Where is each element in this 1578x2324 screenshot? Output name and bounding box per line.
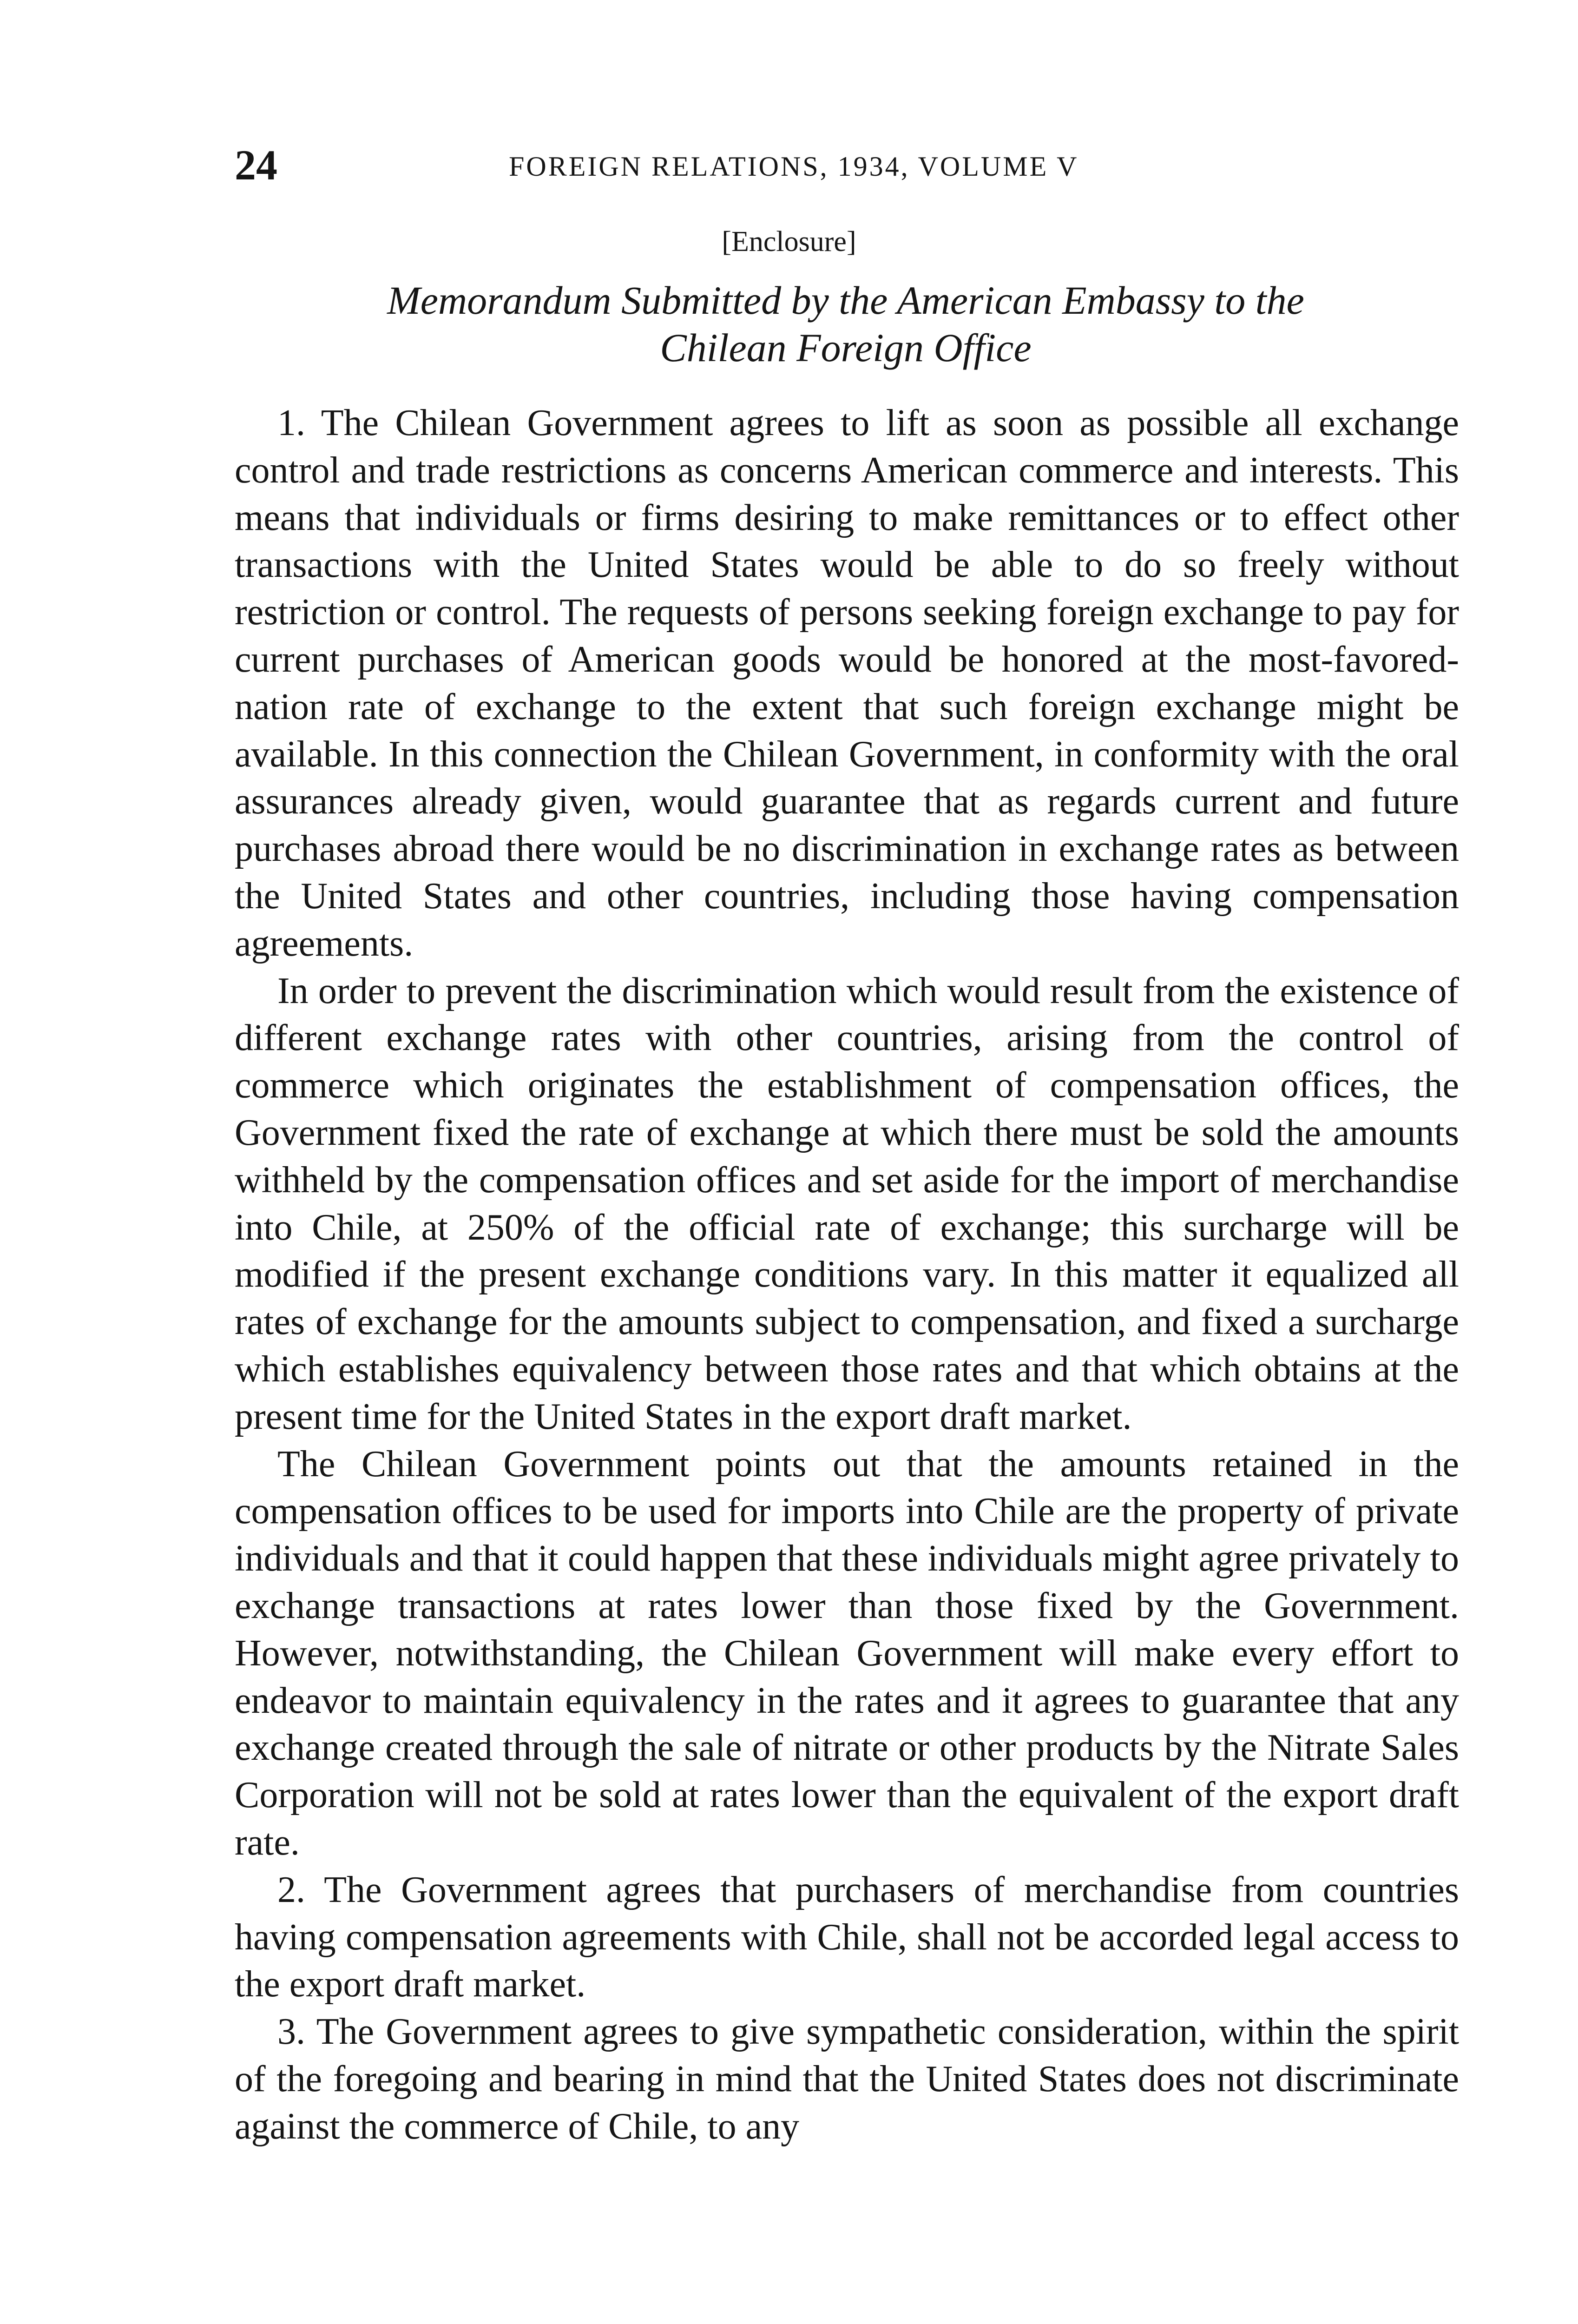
memo-body bbox=[235, 400, 1459, 2150]
enclosure-label: [Enclosure] bbox=[722, 226, 856, 257]
paragraph-3: The Chilean Government points out that the amounts retained in the compensation offices to be used for imports into Chile are the property of private individuals and that it could happen that these individuals might agree privately to exchange transactions at rates lower than those fixed by the Government. However, notwithstanding, the Chilean Government will make every effort to endeavor to maintain equivalency in the rates and it agrees to guarantee that any exchange created through the sale of nitrate or other products by the Nitrate Sales Corporation will not be sold at rates lower than the equivalent of the export draft rate. bbox=[235, 1443, 1459, 1863]
paragraph-5: 3. The Government agrees to give sympathetic consideration, within the spirit of the foregoing and bearing in mind that the United States does not discriminate against the commerce of Chile, to any bbox=[235, 2011, 1459, 2147]
paragraph-4: 2. The Government agrees that purchasers of merchandise from countries having compensation agreements with Chile, shall not be accorded legal access to the export draft market. bbox=[235, 1869, 1459, 2005]
running-title: FOREIGN RELATIONS, 1934, VOLUME V bbox=[509, 151, 1079, 182]
page-number: 24 bbox=[235, 141, 277, 189]
memo-title-line-2: Chilean Foreign Office bbox=[660, 325, 1032, 370]
memo-title-line-1: Memorandum Submitted by the American Embassy to the bbox=[387, 278, 1304, 323]
paragraph-2: In order to prevent the discrimination which would result from the existence of different exchange rates with other countries, arising from the control of commerce which originates the establishment of compensation offices, the Government fixed the rate of exchange at which there must be sold the amounts withheld by the compensation offices and set aside for the import of merchandise into Chile, at 250% of the official rate of exchange; this surcharge will be modified if the present exchange conditions vary. In this matter it equalized all rates of exchange for the amounts subject to compensation, and fixed a surcharge which establishes equivalency between those rates and that which obtains at the present time for the United States in the export draft market. bbox=[235, 970, 1459, 1437]
paragraph-1: 1. The Chilean Government agrees to lift as soon as possible all exchange control and trade restrictions as concerns American commerce and interests. This means that individuals or firms desiring to make remittances or to effect other transactions with the United States would be able to do so freely without restriction or control. The requests of persons seeking foreign exchange to pay for current purchases of American goods would be honored at the most-favored-nation rate of exchange to the extent that such foreign exchange might be available. In this connection the Chilean Government, in conformity with the oral assurances already given, would guarantee that as regards current and future purchases abroad there would be no discrimination in exchange rates as between the United States and other countries, including those having compensation agreements. bbox=[235, 403, 1459, 964]
running-head bbox=[235, 139, 1459, 191]
memo-title bbox=[260, 277, 1431, 371]
